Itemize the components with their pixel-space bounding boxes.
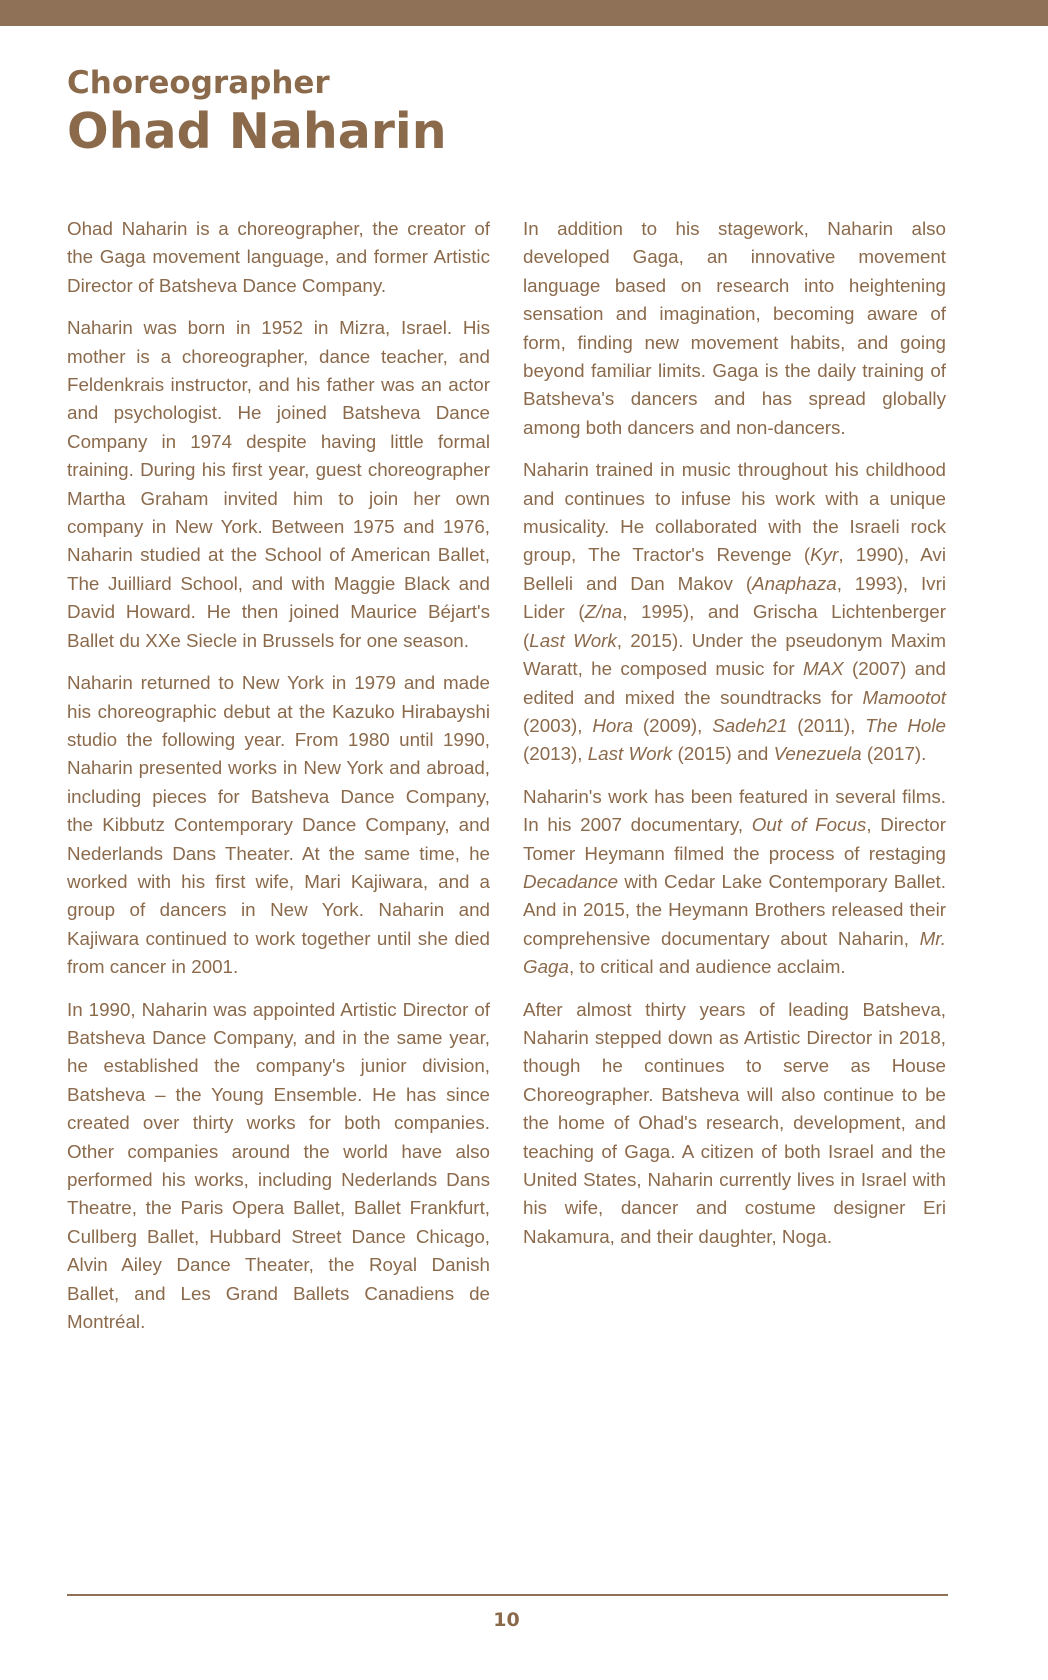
page-number: 10	[493, 1609, 520, 1631]
text-run: (2009),	[633, 714, 713, 736]
film-title: Out of Focus	[751, 814, 867, 836]
paragraph-present: After almost thirty years of leading Batsheva, Naharin stepped down as Artistic Director in 2018, though he continues to serve as House Choreographer. Batsheva will also continue to be the home of Ohad's research, development, and teaching of Gaga. A citizen of both Israel and the United States, Naharin currently lives in Israel with his wife, dancer and costume designer Eri Nakamura, and their daughter, Noga.	[523, 998, 946, 1247]
paragraph-early-life: Naharin was born in 1952 in Mizra, Israel. His mother is a choreographer, dance teacher, and Feldenkrais instructor, and his father was an actor and psychologist. He joined Batsheva Dance Company in 1974 despite having little formal training. During his first year, guest choreographer Martha Graham invited him to join her own company in New York. Between 1975 and 1976, Naharin studied at the School of American Ballet, The Juilliard School, and with Maggie Black and David Howard. He then joined Maurice Béjart's Ballet du XXe Siecle in Brussels for one season.	[67, 317, 490, 651]
text-run: , Director Tomer Heymann filmed the process of restaging	[523, 814, 947, 864]
paragraph-music	[523, 456, 946, 768]
page-title: Ohad Naharin	[67, 103, 447, 160]
paragraph-intro: Ohad Naharin is a choreographer, the creator of the Gaga movement language, and former Artistic Director of Batsheva Dance Company.	[67, 218, 490, 296]
text-run: (2015) and	[672, 743, 774, 765]
paragraph-gaga: In addition to his stagework, Naharin also developed Gaga, an innovative movement language based on research into heightening sensation and imagination, becoming aware of form, finding new movement habits, and going beyond familiar limits. Gaga is the daily training of Batsheva's dancers and has spread globally among both dancers and non-dancers.	[523, 218, 946, 438]
section-subtitle: Choreographer	[67, 65, 330, 101]
text-run: , 1995), and Grischa Lichtenberger (	[523, 601, 946, 651]
film-title: Mr. Gaga	[523, 927, 946, 978]
work-title: Z/na	[584, 601, 623, 623]
text-run: , 2015). Under the pseudonym Maxim Waratt, he composed music for	[523, 629, 946, 680]
text-run: , 1990), Avi Belleli and Dan Makov (	[523, 544, 946, 594]
text-run: (2017).	[861, 743, 927, 765]
footer-divider	[67, 1594, 948, 1596]
right-column	[523, 215, 946, 1265]
work-title: Decadance	[523, 870, 619, 892]
text-run: Naharin's work has been featured in several films. In his 2007 documentary,	[523, 785, 946, 836]
text-run: (2011),	[787, 714, 866, 736]
work-title: Last Work	[587, 743, 673, 765]
paragraph-films	[523, 783, 946, 982]
paragraph-artistic-director: In 1990, Naharin was appointed Artistic Director of Batsheva Dance Company, and in the same year, he established the company's junior division, Batsheva – the Young Ensemble. He has since created over thirty works for both companies. Other companies around the world have also performed his works, including Nederlands Dans Theatre, the Paris Opera Ballet, Ballet Frankfurt, Cullberg Ballet, Hubbard Street Dance Chicago, Alvin Ailey Dance Theater, the Royal Danish Ballet, and Les Grand Ballets Canadiens de Montréal.	[67, 998, 490, 1333]
work-title: MAX	[803, 658, 844, 680]
left-column	[67, 215, 490, 1350]
work-title: Sadeh21	[712, 714, 788, 736]
work-title: The Hole	[865, 714, 946, 736]
work-title: Kyr	[810, 544, 839, 566]
page-heading	[67, 64, 667, 162]
work-title: Venezuela	[773, 743, 862, 765]
text-run: , 1993), Ivri Lider (	[523, 572, 947, 623]
text-run: Naharin trained in music throughout his childhood and continues to infuse his work with a unique musicality. He collaborated with the Israeli rock group, The Tractor's Revenge (	[523, 459, 946, 566]
work-title: Anaphaza	[752, 572, 837, 594]
paragraph-new-york: Naharin returned to New York in 1979 and made his choreographic debut at the Kazuko Hirabayshi studio the following year. From 1980 until 1990, Naharin presented works in New York and abroad, including pieces for Batsheva Dance Company, the Kibbutz Contemporary Dance Company, and Nederlands Dans Theater. At the same time, he worked with his first wife, Mari Kajiwara, and a group of dancers in New York. Naharin and Kajiwara continued to work together until she died from cancer in 2001.	[67, 672, 490, 978]
text-run: (2003),	[523, 714, 593, 736]
top-color-band	[0, 0, 1048, 26]
text-run: (2007) and edited and mixed the soundtracks for	[523, 658, 946, 708]
text-run: (2013),	[523, 743, 588, 765]
work-title: Last Work	[529, 629, 617, 651]
work-title: Hora	[592, 714, 634, 736]
text-run: , to critical and audience acclaim.	[568, 956, 846, 978]
text-run: with Cedar Lake Contemporary Ballet. And in 2015, the Heymann Brothers released their comprehensive documentary about Naharin,	[523, 870, 946, 949]
work-title: Mamootot	[862, 686, 946, 708]
